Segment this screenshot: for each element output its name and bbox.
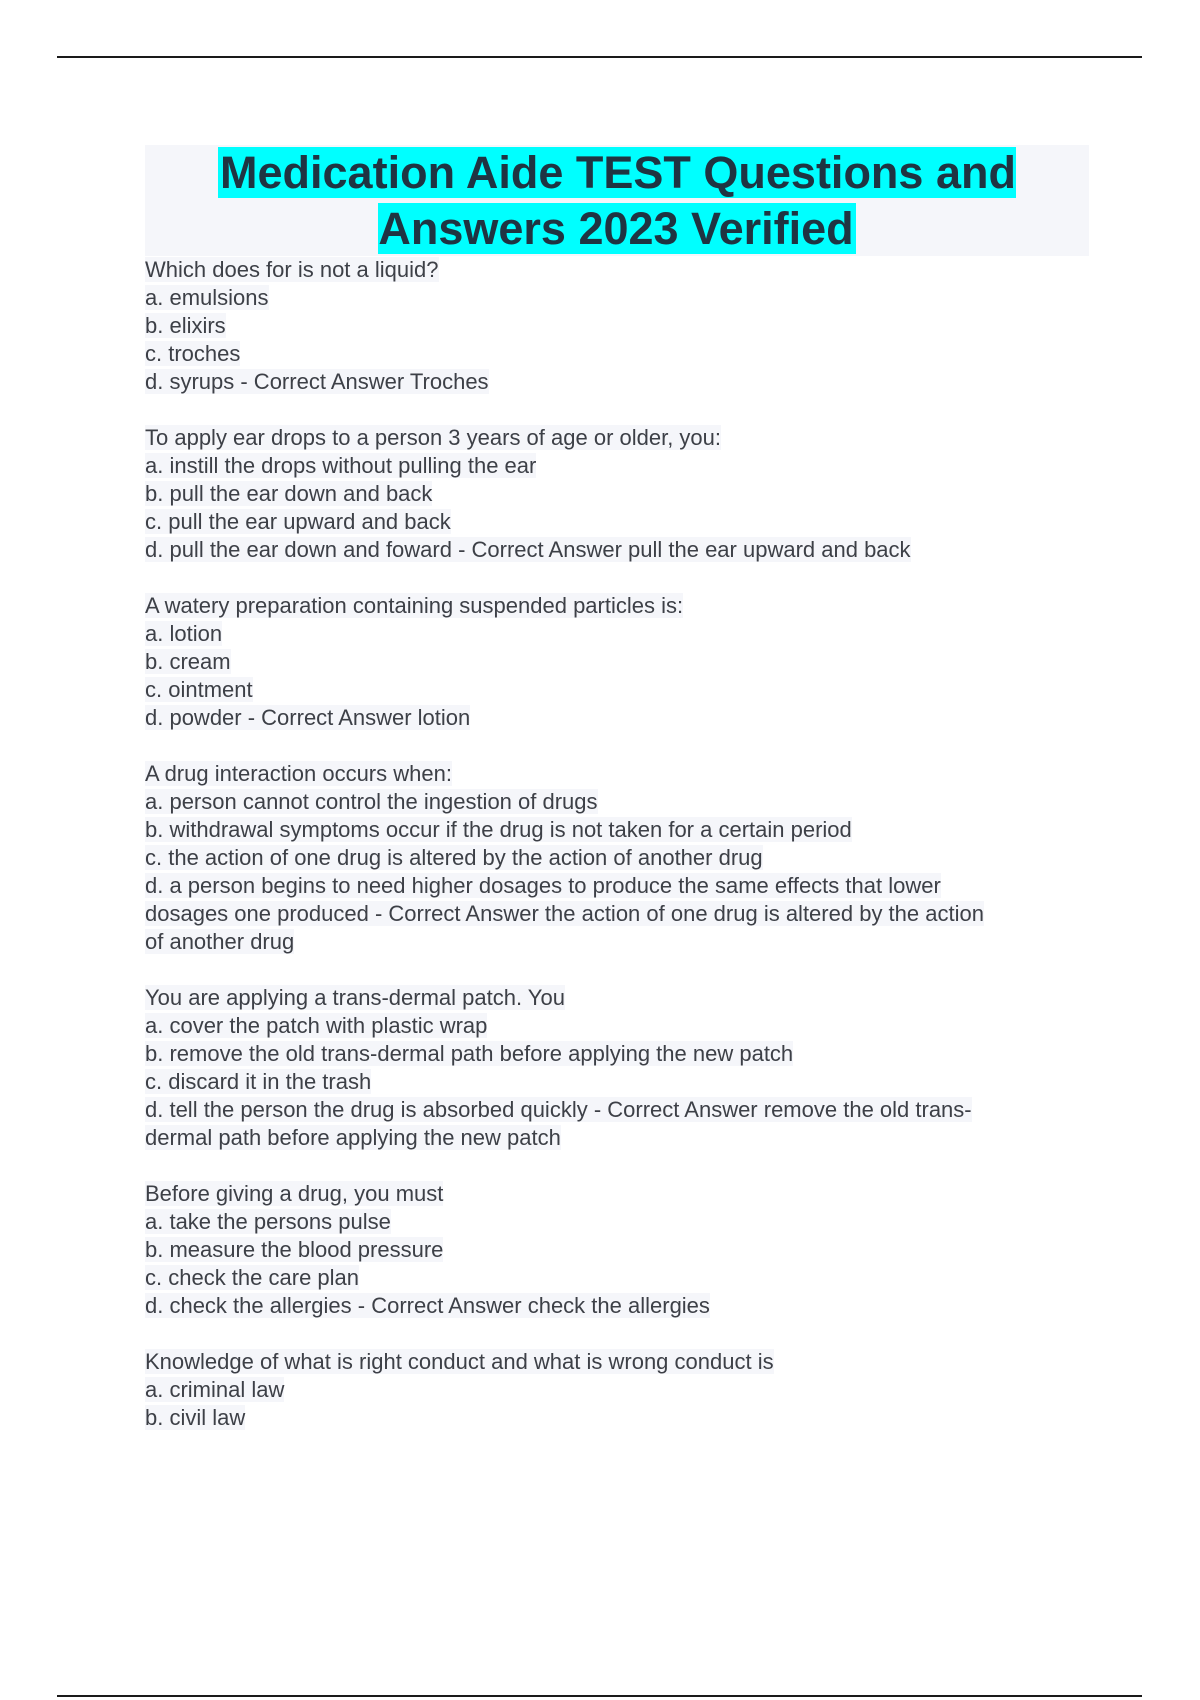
line-text: b. withdrawal symptoms occur if the drug is not taken for a certain period (145, 817, 852, 842)
question-block (145, 424, 1089, 564)
answer-option (145, 900, 1089, 928)
answer-option (145, 1096, 1089, 1124)
line-text: a. lotion (145, 621, 223, 646)
line-text: b. civil law (145, 1405, 246, 1430)
answer-option (145, 928, 1089, 956)
question-block (145, 760, 1089, 956)
line-text: a. criminal law (145, 1377, 285, 1402)
answer-option (145, 1404, 1089, 1432)
line-text: c. check the care plan (145, 1265, 360, 1290)
answer-option (145, 788, 1089, 816)
line-text: d. syrups - Correct Answer Troches (145, 369, 489, 394)
line-text: b. elixirs (145, 313, 226, 338)
line-text: a. instill the drops without pulling the ear (145, 453, 537, 478)
answer-option (145, 368, 1089, 396)
line-text: dosages one produced - Correct Answer the action of one drug is altered by the action (145, 901, 984, 926)
answer-option (145, 284, 1089, 312)
line-text: c. ointment (145, 677, 253, 702)
line-text: b. pull the ear down and back (145, 481, 433, 506)
line-text: Knowledge of what is right conduct and what is wrong conduct is (145, 1349, 774, 1374)
line-text: dermal path before applying the new patch (145, 1125, 561, 1150)
line-text: A drug interaction occurs when: (145, 761, 452, 786)
line-text: b. measure the blood pressure (145, 1237, 444, 1262)
top-rule (57, 56, 1142, 58)
question-text (145, 760, 1089, 788)
line-text: d. a person begins to need higher dosages to produce the same effects that lower (145, 873, 941, 898)
answer-option (145, 872, 1089, 900)
answer-option (145, 1124, 1089, 1152)
line-text: d. check the allergies - Correct Answer check the allergies (145, 1293, 710, 1318)
answer-option (145, 1264, 1089, 1292)
line-text: a. cover the patch with plastic wrap (145, 1013, 488, 1038)
line-text: To apply ear drops to a person 3 years of age or older, you: (145, 425, 722, 450)
answer-option (145, 508, 1089, 536)
line-text: a. emulsions (145, 285, 269, 310)
question-text (145, 1180, 1089, 1208)
line-text: b. cream (145, 649, 231, 674)
question-list (145, 256, 1089, 1460)
line-text: d. tell the person the drug is absorbed quickly - Correct Answer remove the old trans- (145, 1097, 972, 1122)
question-text (145, 592, 1089, 620)
document-title: Medication Aide TEST Questions and Answers 2023 Verified (220, 147, 1016, 254)
answer-option (145, 648, 1089, 676)
line-text: c. troches (145, 341, 241, 366)
answer-option (145, 1208, 1089, 1236)
question-text (145, 1348, 1089, 1376)
line-text: A watery preparation containing suspended particles is: (145, 593, 684, 618)
question-block (145, 592, 1089, 732)
answer-option (145, 816, 1089, 844)
line-text: b. remove the old trans-dermal path before applying the new patch (145, 1041, 794, 1066)
answer-option (145, 704, 1089, 732)
line-text: You are applying a trans-dermal patch. You (145, 985, 565, 1010)
answer-option (145, 1376, 1089, 1404)
answer-option (145, 452, 1089, 480)
line-text: c. discard it in the trash (145, 1069, 372, 1094)
line-text: Before giving a drug, you must (145, 1181, 444, 1206)
line-text: c. pull the ear upward and back (145, 509, 451, 534)
line-text: a. take the persons pulse (145, 1209, 391, 1234)
answer-option (145, 676, 1089, 704)
question-text (145, 984, 1089, 1012)
line-text: Which does for is not a liquid? (145, 257, 439, 282)
answer-option (145, 340, 1089, 368)
answer-option (145, 480, 1089, 508)
answer-option (145, 1292, 1089, 1320)
question-block (145, 984, 1089, 1152)
answer-option (145, 312, 1089, 340)
answer-option (145, 1012, 1089, 1040)
answer-option (145, 1068, 1089, 1096)
title-block (145, 145, 1089, 256)
question-text (145, 256, 1089, 284)
answer-option (145, 1040, 1089, 1068)
answer-option (145, 620, 1089, 648)
line-text: d. powder - Correct Answer lotion (145, 705, 471, 730)
line-text: of another drug (145, 929, 295, 954)
question-block (145, 1180, 1089, 1320)
line-text: a. person cannot control the ingestion of drugs (145, 789, 598, 814)
question-block (145, 1348, 1089, 1432)
answer-option (145, 844, 1089, 872)
answer-option (145, 536, 1089, 564)
line-text: c. the action of one drug is altered by the action of another drug (145, 845, 763, 870)
question-text (145, 424, 1089, 452)
question-block (145, 256, 1089, 396)
bottom-rule (57, 1695, 1142, 1697)
answer-option (145, 1236, 1089, 1264)
line-text: d. pull the ear down and foward - Correct Answer pull the ear upward and back (145, 537, 911, 562)
